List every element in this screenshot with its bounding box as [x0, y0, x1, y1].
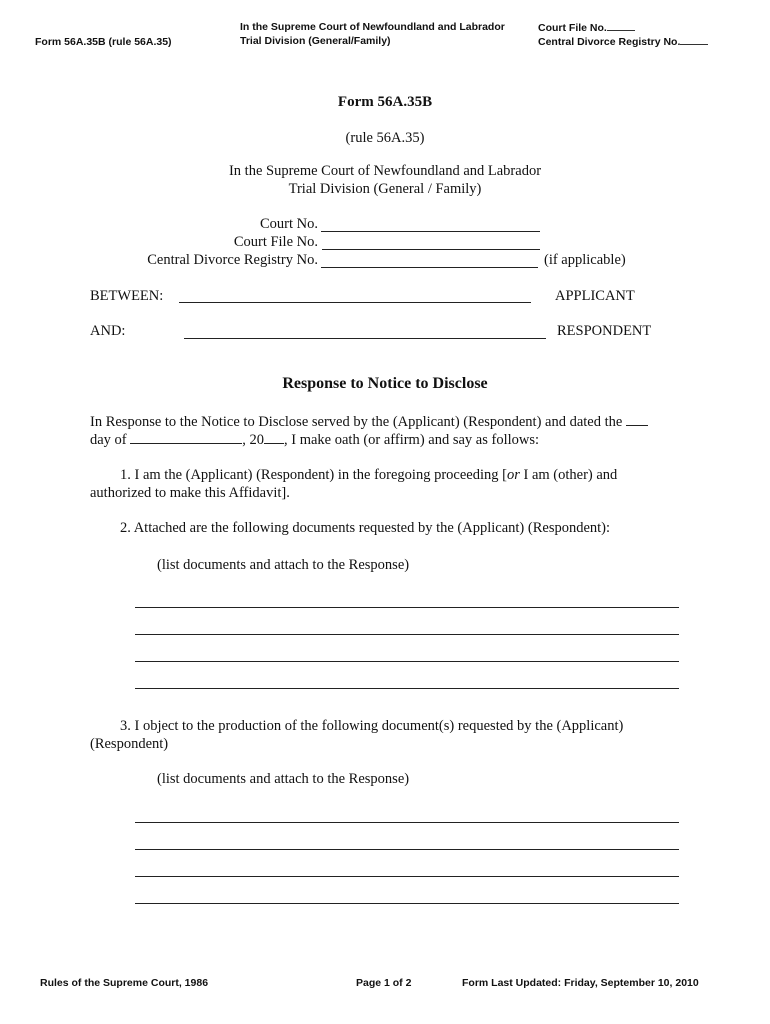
- paragraph-1-line-2: authorized to make this Affidavit].: [90, 485, 290, 501]
- registry-no-label: Central Divorce Registry No.: [147, 252, 318, 268]
- rule-reference: (rule 56A.35): [345, 130, 425, 146]
- header-court-file-label: Court File No.: [538, 22, 607, 34]
- respondent-label: RESPONDENT: [557, 323, 652, 339]
- day-month-blank[interactable]: [130, 431, 242, 444]
- objected-document-line-1[interactable]: [135, 822, 679, 823]
- respondent-name-blank[interactable]: [184, 338, 546, 339]
- attached-document-line-1[interactable]: [135, 607, 679, 608]
- court-no-label: Court No.: [260, 216, 318, 232]
- attached-document-line-2[interactable]: [135, 634, 679, 635]
- objected-document-line-4[interactable]: [135, 903, 679, 904]
- court-division: Trial Division (General / Family): [288, 181, 482, 197]
- form-reference: Form 56A.35B (rule 56A.35): [35, 36, 172, 48]
- intro-line-1: [90, 413, 648, 431]
- header-division: Trial Division (General/Family): [240, 35, 391, 47]
- applicant-label: APPLICANT: [555, 288, 635, 304]
- year-prefix: , 20: [242, 432, 265, 448]
- paragraph-1-line-1: [120, 467, 617, 484]
- court-file-no-blank[interactable]: [322, 249, 540, 250]
- day-of-label: day of: [90, 432, 127, 448]
- attached-document-line-3[interactable]: [135, 661, 679, 662]
- paragraph-3-line-1: 3. I object to the production of the following document(s) requested by the (Applicant): [120, 718, 624, 734]
- and-label: AND:: [90, 323, 126, 339]
- year-blank[interactable]: [264, 431, 284, 444]
- header-court-name: In the Supreme Court of Newfoundland and Labrador: [240, 21, 505, 33]
- intro-text: In Response to the Notice to Disclose served by the (Applicant) (Respondent) and dated the: [90, 414, 623, 430]
- paragraph-3-line-2: (Respondent): [90, 736, 169, 752]
- header-registry-label: Central Divorce Registry No.: [538, 36, 681, 48]
- intro-line-2: [90, 431, 539, 449]
- court-no-blank[interactable]: [321, 231, 540, 232]
- objected-document-line-3[interactable]: [135, 876, 679, 877]
- court-name: In the Supreme Court of Newfoundland and Labrador: [228, 163, 542, 179]
- dated-the-blank[interactable]: [626, 413, 648, 426]
- court-file-no-label: Court File No.: [233, 234, 318, 250]
- applicant-name-blank[interactable]: [179, 302, 531, 303]
- header-registry-no: [538, 35, 708, 48]
- between-label: BETWEEN:: [90, 288, 164, 304]
- if-applicable-note: (if applicable): [544, 252, 626, 268]
- form-title: Form 56A.35B: [337, 94, 433, 110]
- header-court-file-no: [538, 21, 635, 34]
- attached-document-line-4[interactable]: [135, 688, 679, 689]
- header-court-file-blank[interactable]: [607, 21, 635, 31]
- paragraph-1-text-continued: I am (other) and: [519, 467, 618, 483]
- footer-page-number: Page 1 of 2: [356, 977, 412, 989]
- document-heading: Response to Notice to Disclose: [282, 375, 488, 392]
- paragraph-1-text: 1. I am the (Applicant) (Respondent) in the foregoing proceeding [: [120, 467, 507, 483]
- objected-document-line-2[interactable]: [135, 849, 679, 850]
- footer-last-updated: Form Last Updated: Friday, September 10, 2010: [462, 977, 699, 989]
- footer-rules-title: Rules of the Supreme Court, 1986: [40, 977, 209, 989]
- header-registry-blank[interactable]: [680, 35, 708, 45]
- oath-text: , I make oath (or affirm) and say as follows:: [284, 432, 540, 448]
- paragraph-2-text: 2. Attached are the following documents requested by the (Applicant) (Respondent):: [120, 520, 611, 536]
- paragraph-2-instruction: (list documents and attach to the Response): [157, 557, 410, 573]
- paragraph-1-or: or: [506, 467, 520, 483]
- registry-no-blank[interactable]: [321, 267, 538, 268]
- paragraph-3-instruction: (list documents and attach to the Response): [157, 771, 410, 787]
